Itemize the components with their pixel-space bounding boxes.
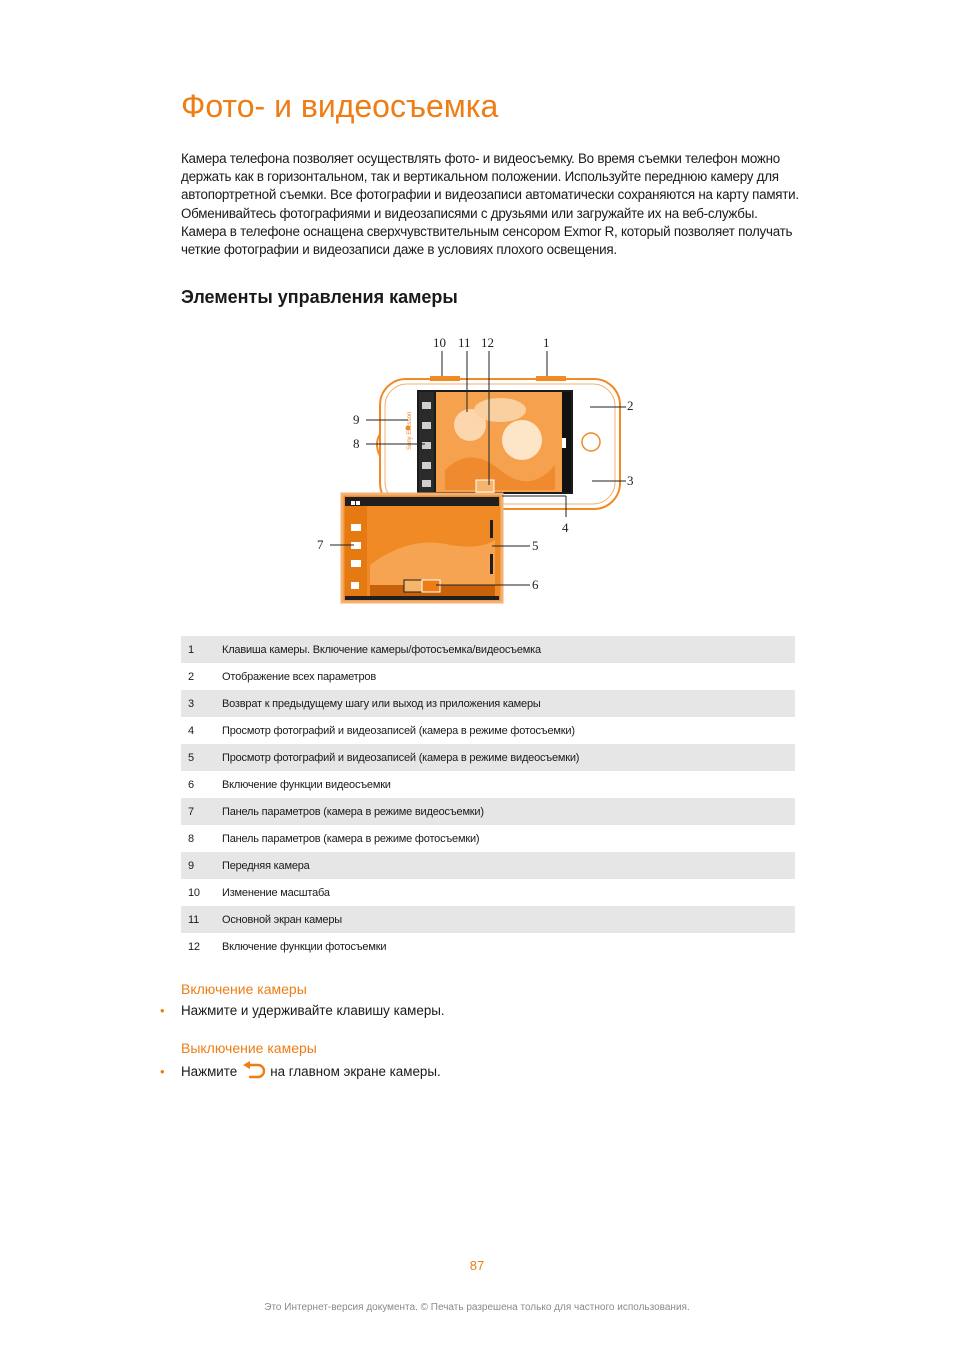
phone-landscape — [377, 376, 620, 509]
legend-row — [181, 636, 795, 663]
callout-5: 5 — [532, 538, 539, 553]
turn-off-step-after: на главном экране камеры. — [270, 1063, 441, 1079]
legend-text: Изменение масштаба — [222, 886, 330, 899]
legend-text: Основной экран камеры — [222, 906, 795, 933]
turn-on-step — [160, 1003, 445, 1018]
bullet-dot: • — [160, 1003, 165, 1018]
callout-1: 1 — [543, 335, 550, 350]
callout-7: 7 — [317, 537, 324, 552]
legend-number: 9 — [181, 852, 222, 879]
legend-row — [181, 933, 795, 960]
section-title: Элементы управления камеры — [181, 287, 458, 307]
legend-row — [181, 879, 795, 906]
callout-2: 2 — [627, 398, 634, 413]
legend-number: 1 — [181, 636, 222, 663]
page-number: 87 — [469, 1258, 485, 1273]
turn-off-heading: Выключение камеры — [181, 1040, 317, 1056]
legend-number: 7 — [181, 798, 222, 825]
back-arrow-icon — [241, 1060, 267, 1082]
legend-text: Просмотр фотографий и видеозаписей (камера в режиме видеосъемки) — [222, 744, 795, 771]
callout-4: 4 — [562, 520, 569, 535]
footer-note: Это Интернет-версия документа. © Печать разрешена только для частного использования. — [264, 1302, 690, 1313]
legend-text: Панель параметров (камера в режиме фотосъемки) — [222, 832, 480, 845]
page-title: Фото- и видеосъемка — [181, 88, 499, 124]
callout-12: 12 — [481, 335, 494, 350]
legend-row — [181, 825, 795, 852]
legend-row — [181, 798, 795, 825]
legend-row — [181, 744, 795, 771]
callout-6: 6 — [532, 577, 539, 592]
legend-text: Клавиша камеры. Включение камеры/фотосъемка/видеосъемка — [222, 636, 795, 663]
turn-off-step-before: Нажмите — [181, 1063, 238, 1079]
turn-on-step-text: Нажмите и удерживайте клавишу камеры. — [181, 1003, 445, 1018]
legend-row — [181, 852, 795, 879]
callout-10: 10 — [433, 335, 446, 350]
legend-number: 4 — [188, 724, 194, 737]
legend-text: Отображение всех параметров — [222, 670, 376, 683]
legend-row — [181, 906, 795, 933]
camera-controls-figure — [300, 330, 670, 610]
camera-illustration — [300, 330, 670, 610]
legend-text: Передняя камера — [222, 852, 795, 879]
video-mode-screen — [342, 494, 502, 602]
legend-row — [181, 717, 795, 744]
legend-text: Возврат к предыдущему шагу или выход из приложения камеры — [222, 690, 795, 717]
callout-8: 8 — [353, 436, 360, 451]
turn-on-heading: Включение камеры — [181, 981, 307, 997]
brand-label: Sony Ericsson — [407, 411, 413, 450]
legend-row — [181, 663, 795, 690]
bullet-dot: • — [160, 1063, 165, 1079]
legend-row — [181, 771, 795, 798]
legend-row — [181, 690, 795, 717]
legend-text: Просмотр фотографий и видеозаписей (камера в режиме фотосъемки) — [222, 724, 575, 737]
legend-number: 2 — [188, 670, 194, 683]
turn-off-step — [160, 1060, 441, 1082]
legend-number: 3 — [181, 690, 222, 717]
legend-number: 11 — [181, 906, 222, 933]
legend-number: 5 — [181, 744, 222, 771]
legend-number: 8 — [188, 832, 194, 845]
legend-text: Включение функции видеосъемки — [222, 778, 391, 791]
callout-9: 9 — [353, 412, 360, 427]
legend-text: Включение функции фотосъемки — [222, 940, 387, 953]
legend-number: 10 — [188, 886, 200, 899]
legend-text: Панель параметров (камера в режиме видеосъемки) — [222, 798, 795, 825]
legend-number: 12 — [188, 940, 200, 953]
intro-paragraph: Камера телефона позволяет осуществлять фото- и видеосъемку. Во время съемки телефон можно держать как в горизонтальном, так и вертикальном положении. Используйте переднюю камеру для автопортретной съемки. Все фотографии и видеозаписи автоматически сохраняются на карту памяти. Обменивайтесь фотографиями и видеозаписями с друзьями или загружайте их на веб-службы. Камера в телефоне оснащена сверхчувствительным сенсором Exmor R, который позволяет получать четкие фотографии и видеозаписи даже в условиях плохого освещения. — [181, 151, 799, 258]
legend-number: 6 — [188, 778, 194, 791]
callout-11: 11 — [458, 335, 471, 350]
legend-table — [181, 636, 795, 960]
callout-3: 3 — [627, 473, 634, 488]
